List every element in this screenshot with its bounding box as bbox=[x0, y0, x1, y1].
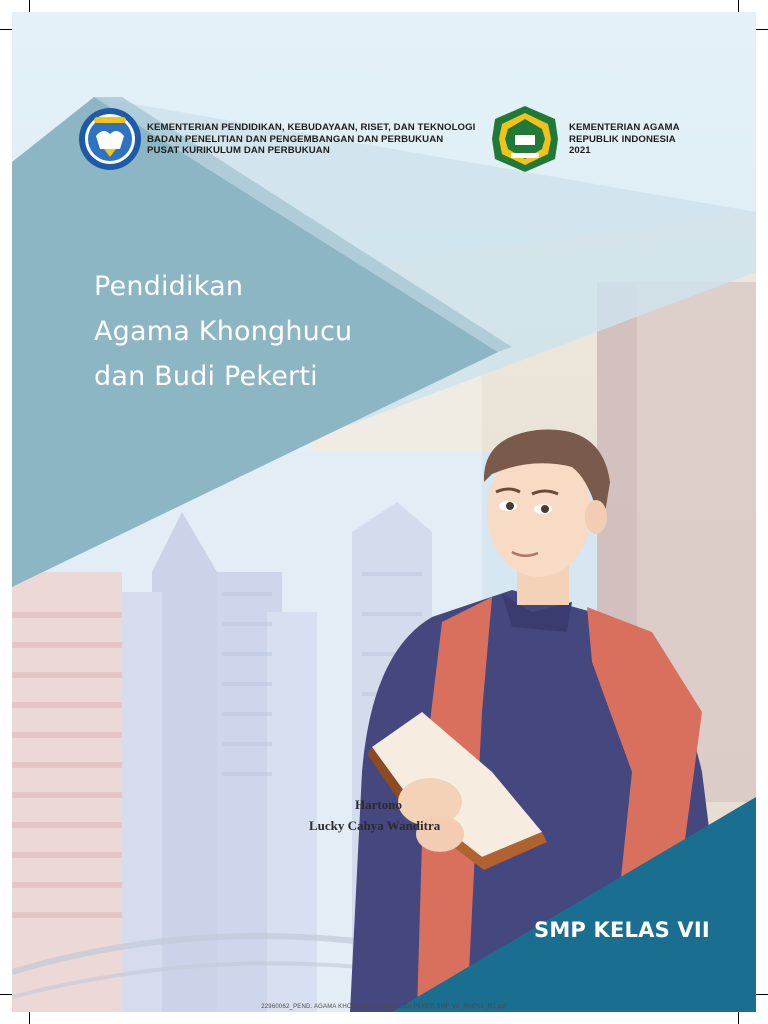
title-line: dan Budi Pekerti bbox=[94, 361, 318, 392]
org-line: KEMENTERIAN PENDIDIKAN, KEBUDAYAAN, RISET, DAN TEKNOLOGI bbox=[147, 122, 476, 133]
print-slug: 22960062_PEND. AGAMA KHONGHUCU DAN BUDI PEKER.SMP VII_RMP01_R1.pdf bbox=[261, 1004, 507, 1010]
org-line: 2021 bbox=[569, 145, 591, 156]
tut-wuri-handayani-emblem-icon bbox=[79, 108, 141, 170]
book-title bbox=[94, 264, 352, 399]
title-line: Agama Khonghucu bbox=[94, 316, 353, 347]
org-line: REPUBLIK INDONESIA bbox=[569, 133, 676, 145]
cover-illustration bbox=[12, 12, 756, 1012]
book-cover bbox=[12, 12, 756, 1012]
grade-label: SMP KELAS VII bbox=[534, 918, 710, 942]
author-name: Lucky Cahya Wanditra bbox=[309, 818, 441, 833]
ministry-religion-label bbox=[569, 122, 680, 157]
authors bbox=[309, 794, 485, 836]
title-line: Pendidikan bbox=[94, 271, 244, 302]
org-line: KEMENTERIAN AGAMA bbox=[569, 122, 680, 133]
org-line: PUSAT KURIKULUM DAN PERBUKUAN bbox=[147, 145, 330, 156]
ear bbox=[585, 500, 607, 534]
ministry-education-label bbox=[147, 122, 475, 157]
author-name: Hartono bbox=[355, 797, 402, 812]
org-line: BADAN PENELITIAN DAN PENGEMBANGAN DAN PERBUKUAN bbox=[147, 133, 444, 145]
right-pupil bbox=[541, 505, 549, 513]
left-pupil bbox=[506, 502, 514, 510]
